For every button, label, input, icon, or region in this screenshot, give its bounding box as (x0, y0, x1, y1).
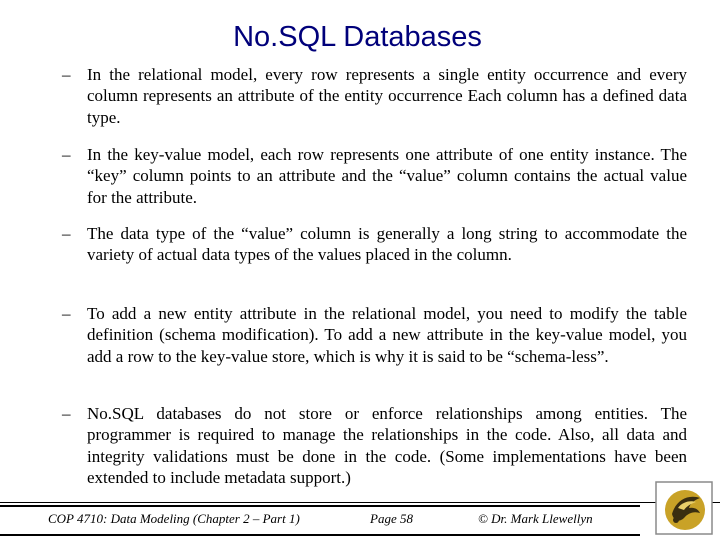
bullet-text: In the key-value model, each row represents one attribute of one entity instance. The “key” column points to an attribute and the “value” column contains the actual value for the attribute. (87, 145, 687, 207)
bullet-marker: – (62, 304, 71, 323)
footer-course-title: COP 4710: Data Modeling (Chapter 2 – Part 1) (48, 511, 300, 526)
pegasus-logo-icon (654, 480, 714, 536)
footer (0, 505, 640, 536)
bullet-marker: – (62, 224, 71, 243)
bullet-marker: – (62, 65, 71, 84)
logo-dot (673, 517, 679, 523)
footer-divider (0, 502, 720, 503)
bullet-text: In the relational model, every row represents a single entity occurrence and every column represents an attribute of the entity occurrence Each column has a defined data type. (87, 65, 687, 127)
bullet-text: To add a new entity attribute in the relational model, you need to modify the table definition (schema modification). To add a new attribute in the key-value model, you add a row to the key-value store, which is why it is said to be “schema-less”. (87, 304, 687, 366)
footer-page-number: Page 58 (370, 511, 413, 526)
slide-title: No.SQL Databases (233, 21, 482, 53)
bullet-marker: – (62, 404, 71, 423)
bullet-text: The data type of the “value” column is generally a long string to accommodate the variety of actual data types of the values placed in the column. (87, 224, 687, 265)
bullet-text: No.SQL databases do not store or enforce relationships among entities. The programmer is required to manage the relationships in the code. Also, all data and integrity validations must be done in the code. (Some implementations have been extended to include metadata support.) (87, 404, 687, 487)
footer-copyright: © Dr. Mark Llewellyn (478, 511, 593, 526)
bullet-marker: – (62, 145, 71, 164)
